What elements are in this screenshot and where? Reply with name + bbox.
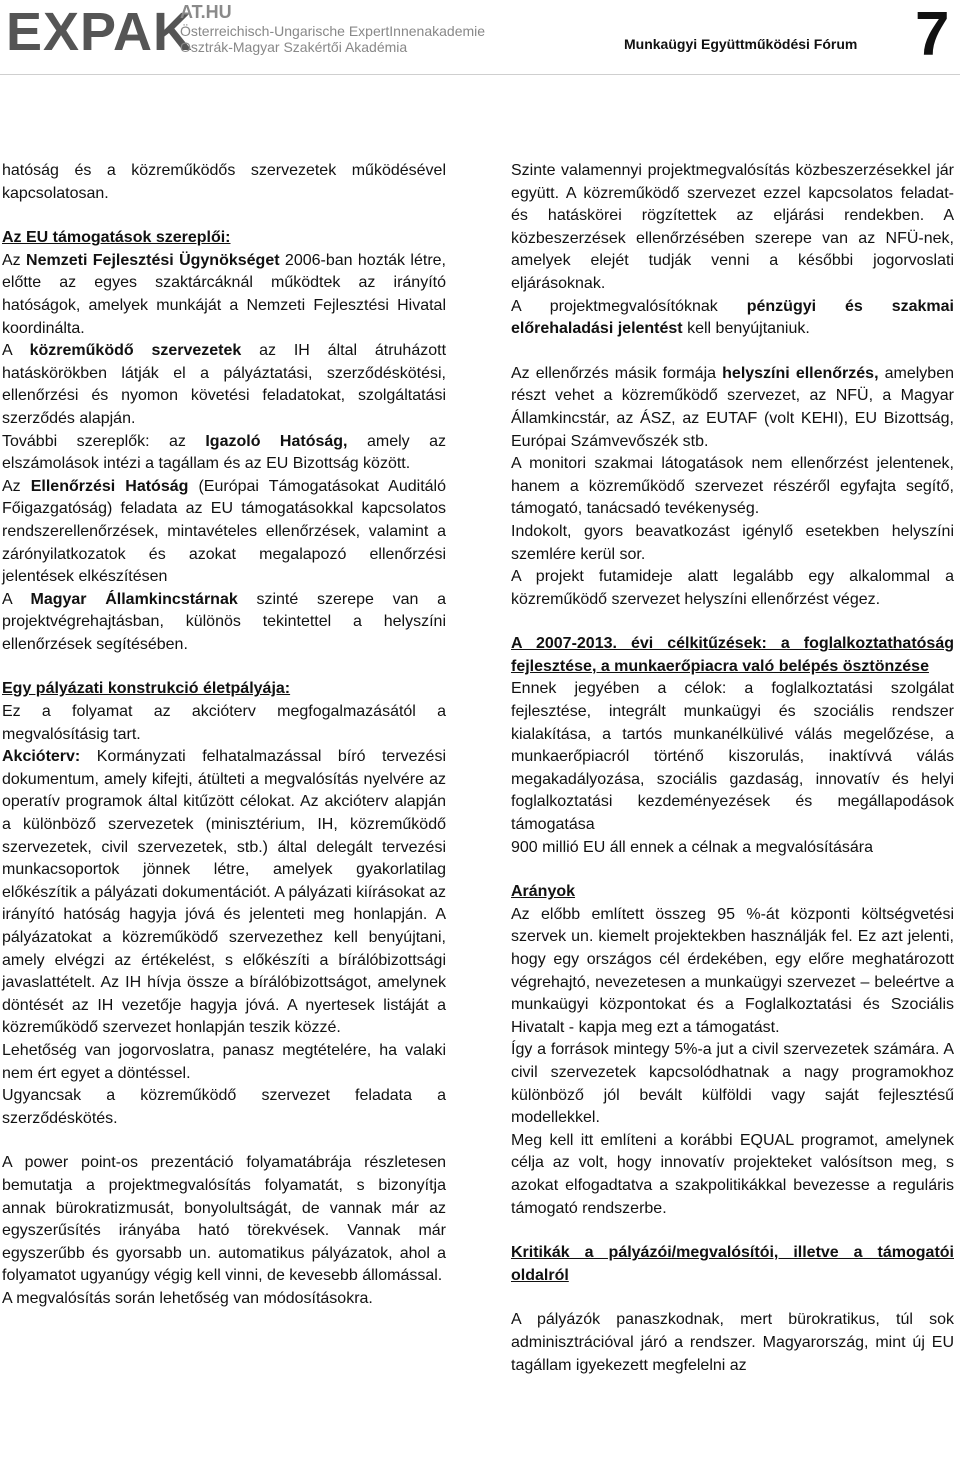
paragraph: A közreműködő szervezetek az IH által átruházott hatáskörökben látják el a pályáztatási, szerződéskötési, ellenőrzési és nyomon követési feladatokat, szolgáltatási szerződés alapján.: [2, 342, 447, 427]
subtitle-german: Österreichisch-Ungarische ExpertInnenakademie: [180, 23, 486, 39]
section-heading: Arányok: [511, 883, 576, 901]
left-column: [2, 160, 446, 1311]
section-heading: Kritikák a pályázói/megvalósítói, illetve a támogatói oldalról: [511, 1244, 954, 1284]
paragraph: 900 millió EU áll ennek a célnak a megvalósítására: [511, 838, 873, 856]
header-divider: [0, 74, 960, 75]
section-heading: A 2007-2013. évi célkitűzések: a foglalkoztathatóság fejlesztése, a munkaerőpiacra való belépés ösztönzése: [511, 635, 954, 675]
forum-title: Munkaügyi Együttműködési Fórum: [624, 36, 858, 52]
section-heading: Az EU támogatások szereplői:: [2, 229, 231, 247]
paragraph: A power point-os prezentáció folyamatábrája részletesen bemutatja a projektmegvalósítás folyamatát, s bizonyítja annak bürokratizmusát, bonyolultságát, de vannak már az egyszerűsítés irányába ható törekvések. Vannak már egyszerűbb és gyorsabb un. automatikus pályázatok, ahol a folyamatot ugyanúgy végig kell vinni, de kevesebb állomással.: [2, 1154, 446, 1285]
paragraph: A megvalósítás során lehetőség van módosításokra.: [2, 1289, 373, 1307]
paragraph: A monitori szakmai látogatások nem ellenőrzést jelentenek, hanem a közreműködő szervezet részéről egyfajta segítő, támogató, tanácsadó tevékenység.: [511, 455, 954, 518]
paragraph: További szereplők: az Igazoló Hatóság, amely az elszámolások intézi a tagállam és az EU Bizottság között.: [2, 432, 446, 473]
paragraph: Az ellenőrzés másik formája helyszíni ellenőrzés, amelyben részt vehet a közreműködő szervezet, az NFÜ, a Magyar Államkincstár, az ÁSZ, az EUTAF (volt KEHI), EU Bizottság, Európai Számvevőszék stb.: [511, 364, 955, 450]
paragraph: Ennek jegyében a célok: a foglalkoztatási szolgálat fejlesztése, integrált munkaügyi és szociális rendszer kialakítása, a tartós munkanélkülivé válás megelőzése, a munkaerőpiacról történő kiszorulás, inaktívvá válás megakadályozása, szociális gazdaság, innovatív és helyi foglalkoztatási kezdeményezések és megállapodások támogatása: [511, 680, 954, 834]
paragraph: A projektmegvalósítóknak pénzügyi és szakmai előrehaladási jelentést kell benyújtaniuk.: [511, 297, 954, 338]
page-number: 7: [915, 0, 950, 69]
paragraph: Szinte valamennyi projektmegvalósítás közbeszerzésekkel jár együtt. A közreműködő szervezet ezzel kapcsolatos feladat- és hatáskörei rögzítettek az eljárási rendekben. A közbeszerzések ellenőrzésében szerepe van az NFÜ-nek, amelyek elejét tudják venni a későbbi jogorvoslati eljárásoknak.: [511, 162, 954, 292]
paragraph: Meg kell itt említeni a korábbi EQUAL programot, amelynek célja az volt, hogy innovatív projekteket valósítson meg, s azokat elfogadtatva a szakpolitikákkal bevezesse a reguláris támogató rendszerbe.: [511, 1131, 954, 1217]
page-header: [0, 0, 960, 70]
paragraph: Az Ellenőrzési Hatóság (Európai Támogatásokat Auditáló Főigazgatóság) feladata az EU támogatásokkal kapcsolatos rendszerellenőrzések, mintavételes ellenőrzések, valamint a zárónyilatkozatok és azokat megalapozó ellenőrzési jelentések elkészítésen: [2, 477, 446, 586]
subtitle-hungarian: Osztrák-Magyar Szakértői Akadémia: [180, 39, 408, 55]
paragraph: Ugyancsak a közreműködő szervezet feladata a szerződéskötés.: [2, 1087, 446, 1127]
paragraph: Ez a folyamat az akcióterv megfogalmazásától a megvalósításig tart.: [2, 703, 446, 743]
paragraph: Így a források mintegy 5%-a jut a civil szervezetek számára. A civil szervezetek kapcsolódhatnak a nagy programokhoz különböző jól bevált külföldi vagy saját fejlesztésű modellekkel.: [511, 1041, 954, 1127]
paragraph: A projekt futamideje alatt legalább egy alkalommal a közreműködő szervezet helyszíni ellenőrzést végez.: [511, 568, 954, 608]
paragraph: Indokolt, gyors beavatkozást igénylő esetekben helyszíni szemlére kerül sor.: [511, 522, 954, 563]
paragraph: Az előbb említett összeg 95 %-át központi költségvetési szervek un. kiemelt projektekben használják fel. Ez azt jelenti, hogy egy országos cél érdekében, egy előre meghatározott végrehajtó, nevezetesen a munkaügyi szervezet – beleértve a munkaügyi központokat és a Foglalkoztatási és Szociális Hivatalt - kapja meg ezt a támogatást.: [511, 905, 954, 1036]
brand-label: AT.HU: [180, 2, 232, 22]
expak-logo: EXPAK: [6, 2, 194, 62]
paragraph: Lehetőség van jogorvoslatra, panasz megtételére, ha valaki nem ért egyet a döntéssel.: [2, 1041, 446, 1082]
paragraph: Akcióterv: Kormányzati felhatalmazással bíró tervezési dokumentum, amely kifejti, átülteti a megvalósítás nyelvére az operatív programok által kitűzött célokat. Az akcióterv alapján a különböző szervezetek (minisztérium, IH, közreműködő szervezetek, civil szervezetek, stb.) által delegált tervezési munkacsoportok jönnek létre, amelyek gyakorlatilag előkészítik a pályázati dokumentációt. A pályázati kiírásokat az irányító hatóság hagyja jóvá és jelenteti meg honlapján. A pályázatokat a közreműködő szervezethez kell benyújtani, amely elvégzi az értékelést, s előkészíti a bírálóbizottsági javaslattételt. Az IH hívja össze a bírálóbizottságot, amelynek döntését az IH vezetője hagyja jóvá. A nyertesek listáját a közreműködő szervezet honlapján teszik közzé.: [2, 748, 446, 1037]
paragraph: A Magyar Államkincstárnak szinté szerepe van a projektvégrehajtásban, különös tekintettel a helyszíni ellenőrzések segítésében.: [2, 590, 446, 653]
paragraph: Az Nemzeti Fejlesztési Ügynökséget 2006-ban hozták létre, előtte az egyes szaktárcáknál működtek az irányító hatóságok, amelyek munkáját a Nemzeti Fejlesztési Hivatal koordinálta.: [2, 251, 446, 337]
right-column: [511, 160, 954, 1377]
section-heading: Egy pályázati konstrukció életpályája:: [2, 680, 291, 698]
paragraph: hatóság és a közreműködős szervezetek működésével kapcsolatosan.: [2, 162, 446, 202]
paragraph: A pályázók panaszkodnak, mert bürokratikus, túl sok adminisztrációval járó a rendszer. Magyarország, mint új EU tagállam igyekezett megfelelni az: [511, 1311, 954, 1374]
